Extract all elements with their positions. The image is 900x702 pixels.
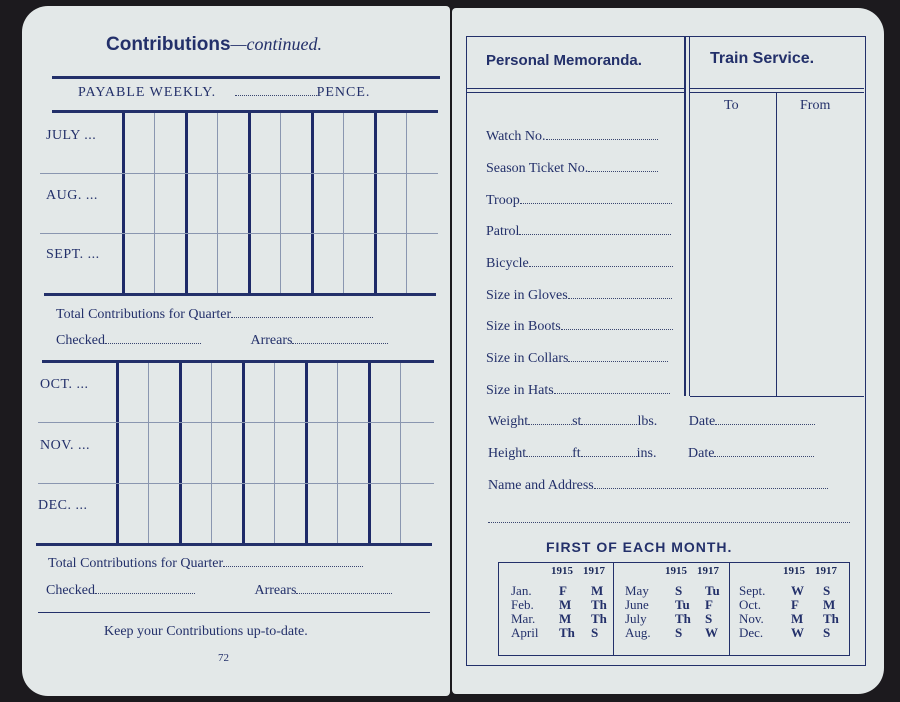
- weight-field: Weight st lbs. Date: [488, 413, 815, 430]
- calendar-row: April Th S Aug. S W Dec. W S: [511, 625, 831, 640]
- from-column-header: From: [800, 98, 831, 113]
- right-page: [452, 8, 884, 694]
- size-boots-field: Size in Boots: [486, 318, 673, 335]
- month-label-oct: OCT. ...: [40, 377, 89, 392]
- footer-note: Keep your Contributions up-to-date.: [104, 624, 308, 639]
- checked-arrears-q2: Checked Arrears: [46, 582, 392, 599]
- divider: [38, 612, 430, 613]
- contributions-grid-q2: [116, 363, 432, 543]
- train-service-table: [690, 92, 864, 396]
- month-label-july: JULY ...: [46, 128, 97, 143]
- year-1915-label: 1915: [665, 565, 687, 577]
- calendar-row: Feb. M Th June Tu F Oct. F M: [511, 597, 836, 612]
- total-contributions-q2: Total Contributions for Quarter: [48, 555, 363, 572]
- divider: [44, 293, 436, 296]
- watch-no-field: Watch No.: [486, 128, 658, 145]
- month-label-dec: DEC. ...: [38, 498, 88, 513]
- troop-field: Troop: [486, 192, 672, 209]
- height-field: Height ft ins. Date: [488, 445, 814, 462]
- page-title: Contributions—continued.: [106, 34, 323, 55]
- calendar-box: [498, 562, 850, 656]
- calendar-row: Jan. F M May S Tu Sept. W S: [511, 583, 831, 598]
- year-1915-label: 1915: [783, 565, 805, 577]
- payable-weekly-label: PAYABLE WEEKLY. PENCE.: [78, 85, 371, 100]
- page-number: 72: [218, 652, 229, 664]
- calendar-row: Mar. M Th July Th S Nov. M Th: [511, 611, 839, 626]
- divider: [36, 543, 432, 546]
- checked-arrears-q1: Checked Arrears: [56, 332, 388, 349]
- size-collars-field: Size in Collars: [486, 350, 668, 367]
- address-line: [488, 510, 850, 528]
- size-gloves-field: Size in Gloves: [486, 287, 672, 304]
- train-service-heading: Train Service.: [710, 50, 815, 67]
- size-hats-field: Size in Hats: [486, 382, 670, 399]
- divider: [52, 76, 440, 79]
- season-ticket-field: Season Ticket No.: [486, 160, 658, 177]
- to-column-header: To: [724, 98, 739, 113]
- contributions-grid-q1: [122, 113, 437, 293]
- calendar-heading: FIRST OF EACH MONTH.: [546, 539, 733, 555]
- total-contributions-q1: Total Contributions for Quarter: [56, 306, 373, 323]
- bicycle-field: Bicycle: [486, 255, 673, 272]
- year-1915-label: 1915: [551, 565, 573, 577]
- memoranda-heading: Personal Memoranda.: [486, 52, 642, 69]
- left-page: [22, 6, 450, 696]
- year-1917-label: 1917: [697, 565, 719, 577]
- divider: [684, 36, 686, 396]
- month-label-nov: NOV. ...: [40, 438, 91, 453]
- patrol-field: Patrol: [486, 223, 671, 240]
- name-address-field: Name and Address: [488, 477, 828, 494]
- year-1917-label: 1917: [583, 565, 605, 577]
- month-label-aug: AUG. ...: [46, 188, 98, 203]
- year-1917-label: 1917: [815, 565, 837, 577]
- month-label-sept: SEPT. ...: [46, 247, 100, 262]
